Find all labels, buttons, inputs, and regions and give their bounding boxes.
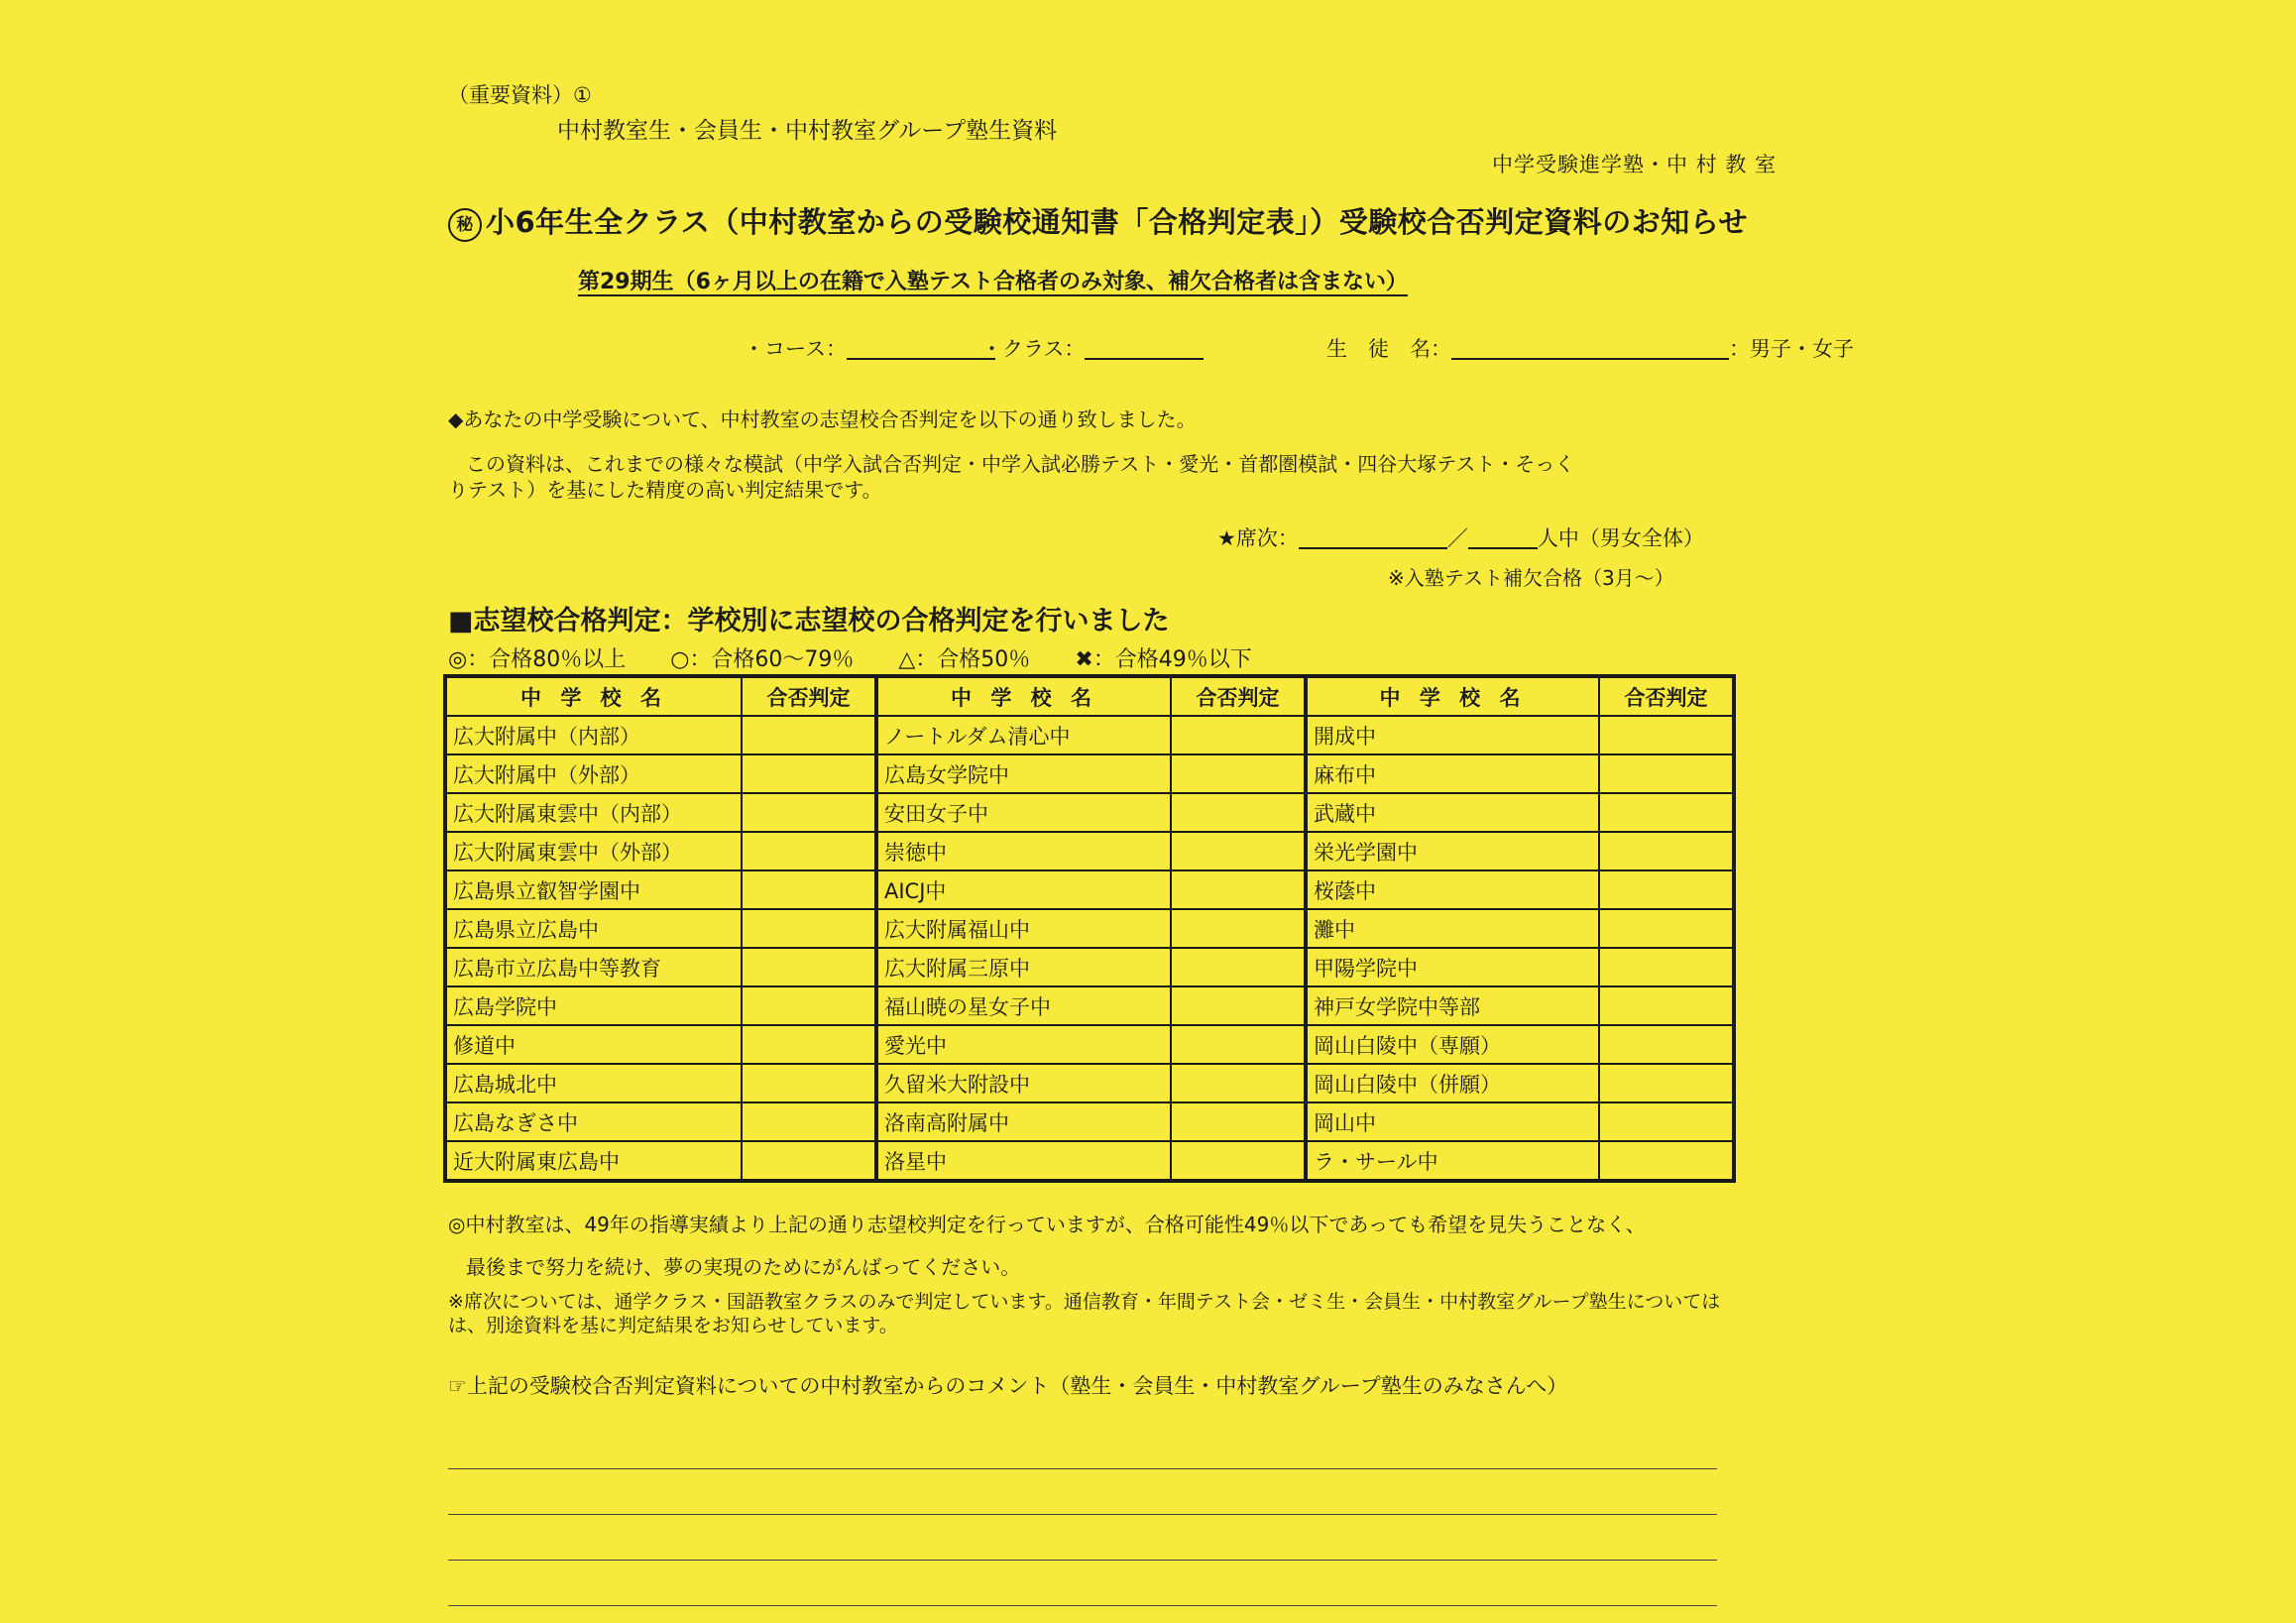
- school-name-cell: 広島女学院中: [876, 754, 1171, 793]
- result-cell[interactable]: [1171, 1025, 1306, 1064]
- school-name-cell: 広島城北中: [445, 1064, 742, 1102]
- school-name-cell: 武蔵中: [1306, 793, 1599, 832]
- table-row: [445, 1064, 1734, 1102]
- result-cell[interactable]: [1599, 1025, 1734, 1064]
- result-cell[interactable]: [742, 1025, 876, 1064]
- comment-heading: ☞上記の受験校合否判定資料についての中村教室からのコメント（塾生・会員生・中村教室グループ塾生のみなさんへ）: [448, 1374, 1568, 1398]
- table-row: [445, 909, 1734, 948]
- judgment-table-wrap: [443, 674, 1736, 1183]
- audience-subtitle: 中村教室生・会員生・中村教室グループ塾生資料: [557, 118, 1058, 144]
- result-cell[interactable]: [1599, 1064, 1734, 1102]
- comment-line-1[interactable]: [448, 1468, 1717, 1469]
- table-row: [445, 986, 1734, 1025]
- table-row: [445, 1102, 1734, 1141]
- comment-line-2[interactable]: [448, 1514, 1717, 1515]
- title-text: 小6年生全クラス（中村教室からの受験校通知書「合格判定表」）受験校合否判定資料のお知らせ: [486, 205, 1748, 239]
- school-name-cell: 栄光学園中: [1306, 832, 1599, 870]
- table-body: [445, 716, 1734, 1181]
- student-label: 生 徒 名：: [1326, 337, 1451, 361]
- school-name-cell: 広島県立叡智学園中: [445, 870, 742, 909]
- note-1: ◎中村教室は、49年の指導実績より上記の通り志望校判定を行っていますが、合格可能性49％以下であっても希望を見失うことなく、: [448, 1213, 1646, 1236]
- legend-circle: ○：合格60～79％: [670, 647, 855, 672]
- result-cell[interactable]: [742, 909, 876, 948]
- table-row: [445, 832, 1734, 870]
- rank-label: ★席次：: [1217, 526, 1299, 550]
- result-cell[interactable]: [1599, 793, 1734, 832]
- legend-double-circle: ◎：合格80％以上: [448, 647, 627, 672]
- result-cell[interactable]: [742, 1064, 876, 1102]
- course-field[interactable]: [744, 333, 995, 363]
- comment-line-3[interactable]: [448, 1560, 1717, 1561]
- class-blank[interactable]: [1085, 336, 1204, 360]
- school-name-cell: 岡山中: [1306, 1102, 1599, 1141]
- table-row: [445, 754, 1734, 793]
- rank-note: ※入塾テスト補欠合格（3月～）: [1388, 566, 1674, 590]
- school-name-cell: 崇徳中: [876, 832, 1171, 870]
- course-blank[interactable]: [847, 336, 995, 360]
- school-name-cell: 安田女子中: [876, 793, 1171, 832]
- result-cell[interactable]: [742, 1102, 876, 1141]
- result-cell[interactable]: [1599, 832, 1734, 870]
- school-name-cell: 福山暁の星女子中: [876, 986, 1171, 1025]
- header-result-3: 合否判定: [1599, 676, 1734, 716]
- result-cell[interactable]: [1599, 754, 1734, 793]
- comment-line-4[interactable]: [448, 1605, 1717, 1606]
- student-field[interactable]: [1326, 333, 1854, 363]
- result-cell[interactable]: [1599, 1141, 1734, 1181]
- school-name-cell: 開成中: [1306, 716, 1599, 754]
- school-name-cell: AICJ中: [876, 870, 1171, 909]
- result-cell[interactable]: [1171, 1141, 1306, 1181]
- header-result-2: 合否判定: [1171, 676, 1306, 716]
- result-cell[interactable]: [742, 948, 876, 986]
- school-name-cell: ラ・サール中: [1306, 1141, 1599, 1181]
- student-blank[interactable]: [1451, 336, 1729, 360]
- table-row: [445, 1025, 1734, 1064]
- gender-label: ：男子・女子: [1729, 337, 1854, 361]
- result-cell[interactable]: [742, 986, 876, 1025]
- header-school-3: 中 学 校 名: [1306, 676, 1599, 716]
- school-name-cell: ノートルダム清心中: [876, 716, 1171, 754]
- school-name-cell: 広島なぎさ中: [445, 1102, 742, 1141]
- table-row: [445, 716, 1734, 754]
- school-name-cell: 愛光中: [876, 1025, 1171, 1064]
- result-cell[interactable]: [1171, 793, 1306, 832]
- result-cell[interactable]: [1171, 948, 1306, 986]
- term-line: 第29期生（6ヶ月以上の在籍で入塾テスト合格者のみ対象、補欠合格者は含まない）: [578, 270, 1409, 294]
- school-name-cell: 洛南高附属中: [876, 1102, 1171, 1141]
- rank-slash: ／: [1446, 526, 1468, 550]
- result-cell[interactable]: [1171, 716, 1306, 754]
- school-name-cell: 広大附属東雲中（外部）: [445, 832, 742, 870]
- school-name-cell: 洛星中: [876, 1141, 1171, 1181]
- table-row: [445, 793, 1734, 832]
- legend: [448, 642, 1290, 673]
- header-school-1: 中 学 校 名: [445, 676, 742, 716]
- school-name-cell: 広大附属中（内部）: [445, 716, 742, 754]
- table-header-row: [445, 676, 1734, 716]
- school-name-cell: 岡山白陵中（専願）: [1306, 1025, 1599, 1064]
- result-cell[interactable]: [1171, 909, 1306, 948]
- header-school-2: 中 学 校 名: [876, 676, 1171, 716]
- school-name-cell: 広島市立広島中等教育: [445, 948, 742, 986]
- school-name-cell: 広島学院中: [445, 986, 742, 1025]
- result-cell[interactable]: [742, 716, 876, 754]
- judgment-table: [443, 674, 1736, 1183]
- legend-triangle: △：合格50％: [898, 647, 1031, 672]
- result-cell[interactable]: [742, 1141, 876, 1181]
- rank-line[interactable]: [1217, 522, 1704, 552]
- school-name-cell: 麻布中: [1306, 754, 1599, 793]
- result-cell[interactable]: [1599, 948, 1734, 986]
- legend-cross: ✖：合格49％以下: [1075, 647, 1252, 672]
- school-name-cell: 広大附属三原中: [876, 948, 1171, 986]
- class-label: ・クラス：: [981, 337, 1086, 361]
- school-name-cell: 広大附属東雲中（内部）: [445, 793, 742, 832]
- result-cell[interactable]: [1171, 1064, 1306, 1102]
- result-cell[interactable]: [742, 870, 876, 909]
- section-title: ■志望校合格判定：学校別に志望校の合格判定を行いました: [448, 606, 1170, 637]
- rank-blank[interactable]: [1299, 525, 1447, 549]
- result-cell[interactable]: [742, 832, 876, 870]
- note-3: ※席次については、通学クラス・国語教室クラスのみで判定しています。通信教育・年間テスト会・ゼミ生・会員生・中村教室グループ塾生については: [448, 1291, 1721, 1313]
- table-row: [445, 1141, 1734, 1181]
- important-label: （重要資料）①: [448, 83, 592, 107]
- school-name-cell: 岡山白陵中（併願）: [1306, 1064, 1599, 1102]
- rank-suffix: 人中（男女全体）: [1537, 526, 1704, 550]
- result-cell[interactable]: [1171, 870, 1306, 909]
- school-name-cell: 広大附属福山中: [876, 909, 1171, 948]
- result-cell[interactable]: [1171, 754, 1306, 793]
- school-name-cell: 甲陽学院中: [1306, 948, 1599, 986]
- result-cell[interactable]: [742, 754, 876, 793]
- result-cell[interactable]: [1599, 986, 1734, 1025]
- header-result-1: 合否判定: [742, 676, 876, 716]
- school-name-cell: 広大附属中（外部）: [445, 754, 742, 793]
- school-name: 中学受験進学塾・中 村 教 室: [1492, 153, 1778, 176]
- result-cell[interactable]: [1599, 716, 1734, 754]
- school-name-cell: 灘中: [1306, 909, 1599, 948]
- school-name-cell: 神戸女学院中等部: [1306, 986, 1599, 1025]
- course-label: ・コース：: [744, 337, 847, 361]
- result-cell[interactable]: [1171, 986, 1306, 1025]
- intro-line-3: りテスト）を基にした精度の高い判定結果です。: [448, 478, 882, 502]
- intro-line-1: ◆あなたの中学受験について、中村教室の志望校合否判定を以下の通り致しました。: [448, 407, 1197, 431]
- school-name-cell: 久留米大附設中: [876, 1064, 1171, 1102]
- result-cell[interactable]: [1171, 1102, 1306, 1141]
- result-cell[interactable]: [1599, 909, 1734, 948]
- total-blank[interactable]: [1468, 525, 1538, 549]
- school-name-cell: 修道中: [445, 1025, 742, 1064]
- school-name-cell: 近大附属東広島中: [445, 1141, 742, 1181]
- main-title: [448, 200, 1748, 242]
- intro-line-2: この資料は、これまでの様々な模試（中学入試合否判定・中学入試必勝テスト・愛光・首都圏模試・四谷大塚テスト・そっく: [466, 452, 1575, 476]
- school-name-cell: 広島県立広島中: [445, 909, 742, 948]
- note-4: は、別途資料を基に判定結果をお知らせしています。: [448, 1315, 898, 1336]
- table-row: [445, 870, 1734, 909]
- result-cell[interactable]: [742, 793, 876, 832]
- result-cell[interactable]: [1599, 870, 1734, 909]
- result-cell[interactable]: [1171, 832, 1306, 870]
- school-name-cell: 桜蔭中: [1306, 870, 1599, 909]
- table-row: [445, 948, 1734, 986]
- class-field[interactable]: [981, 333, 1204, 363]
- note-2: 最後まで努力を続け、夢の実現のためにがんばってください。: [466, 1255, 1021, 1279]
- secret-mark: 秘: [448, 208, 482, 242]
- result-cell[interactable]: [1599, 1102, 1734, 1141]
